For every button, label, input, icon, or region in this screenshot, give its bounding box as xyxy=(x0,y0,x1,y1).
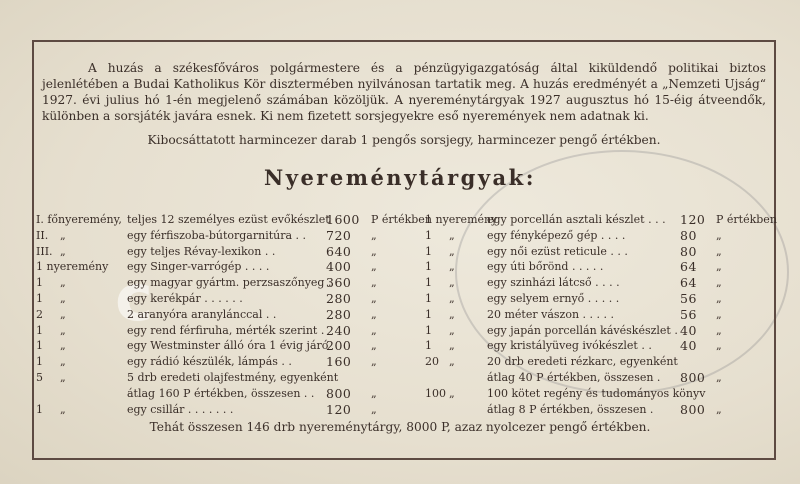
prize-description: egy csillár . . . . . . . xyxy=(127,402,234,416)
prize-quantity: 1 xyxy=(425,260,432,274)
prize-row xyxy=(425,291,770,307)
watermark: c xyxy=(115,262,155,336)
prize-row xyxy=(36,244,421,260)
prize-unit: „ xyxy=(371,339,377,353)
prize-unit: P értékben xyxy=(371,213,432,226)
prize-description: 2 aranyóra aranylánccal . . xyxy=(127,307,277,321)
prize-quantity: II. xyxy=(36,228,49,242)
prize-description: egy rend férfiruha, mérték szerint . xyxy=(127,323,325,337)
prize-quantity: 1 xyxy=(36,402,43,416)
ditto-mark: „ xyxy=(60,402,66,416)
prize-quantity: 20 xyxy=(425,355,439,369)
prize-unit: „ xyxy=(716,307,722,321)
total-summary: Tehát összesen 146 drb nyereménytárgy, 8000 P, azaz nyolcezer pengő értékben. xyxy=(149,420,651,434)
prize-quantity: 1 nyeremény xyxy=(36,260,109,274)
intro-paragraph: A huzás a székesfőváros polgármestere és a pénzügyigazgatóság által kiküldendő politikai biztos jelenlétében a Budai Katholikus Kör disztermében nyilvánosan tartatik meg. A huzás eredményét a „Nemzeti Ujság“ 1927. évi julius hó 1-én megjelenő számában közöljük. A nyereménytárgyak 1927 augusztus hó 15-éig átveendők, különben a sorsjáték javára esnek. Ki nem fizetett sorsjegyekre eső nyeremények nem adatnak ki. xyxy=(42,61,766,123)
prize-description: egy japán porcellán kávéskészlet . xyxy=(487,323,678,337)
prize-value: 56 xyxy=(680,306,697,322)
prize-unit: „ xyxy=(716,339,722,353)
prize-description-cont: átlag 8 P értékben, összesen . xyxy=(487,402,654,416)
prize-row xyxy=(425,228,770,244)
prize-quantity: 1 xyxy=(425,244,432,258)
prize-unit: „ xyxy=(371,323,377,337)
ditto-mark: „ xyxy=(449,291,455,305)
prize-value: 360 xyxy=(326,275,352,291)
prize-description: egy teljes Révay-lexikon . . xyxy=(127,244,276,258)
ditto-mark: „ xyxy=(449,244,455,258)
ditto-mark: „ xyxy=(60,370,66,384)
prize-value: 280 xyxy=(326,306,352,322)
prize-row xyxy=(36,402,421,418)
ditto-mark: „ xyxy=(60,323,66,337)
prize-row xyxy=(36,323,421,339)
prize-description: egy magyar gyártm. perzsaszőnyeg . xyxy=(127,276,332,290)
prize-description: 20 méter vászon . . . . . xyxy=(487,307,615,321)
prize-unit: „ xyxy=(371,228,377,242)
ditto-mark: „ xyxy=(60,228,66,242)
prize-unit: „ xyxy=(371,276,377,290)
prize-quantity: 5 xyxy=(36,370,43,384)
prize-row xyxy=(425,307,770,323)
prize-row xyxy=(36,212,432,228)
prize-row xyxy=(425,386,770,418)
prize-row xyxy=(425,354,770,386)
prizes-heading: Nyereménytárgyak: xyxy=(264,165,536,190)
ditto-mark: „ xyxy=(449,386,455,400)
prize-unit: „ xyxy=(716,228,722,242)
prize-value: 120 xyxy=(680,212,706,227)
ditto-mark: „ xyxy=(449,276,455,290)
prize-description: egy Singer-varrógép . . . . xyxy=(127,260,270,274)
prize-description: egy rádió készülék, lámpás . . xyxy=(127,355,292,369)
prize-value: 800 xyxy=(680,369,706,385)
prize-unit: „ xyxy=(716,260,722,274)
prize-value: 720 xyxy=(326,227,352,243)
prize-unit: „ xyxy=(716,402,722,416)
prize-value: 1600 xyxy=(326,212,360,227)
prize-value: 200 xyxy=(326,338,352,354)
prize-unit: „ xyxy=(716,370,722,384)
prize-quantity: III. xyxy=(36,244,53,258)
ditto-mark: „ xyxy=(449,339,455,353)
prize-unit: „ xyxy=(371,402,377,416)
prize-description: egy kerékpár . . . . . . xyxy=(127,291,243,305)
prize-value: 120 xyxy=(326,401,352,417)
prize-quantity: 1 xyxy=(425,276,432,290)
prize-description: 20 drb eredeti rézkarc, egyenként xyxy=(487,355,678,369)
ditto-mark: „ xyxy=(449,307,455,321)
prize-quantity: 1 xyxy=(36,355,43,369)
prize-description: egy férfiszoba-bútorgarnitúra . . xyxy=(127,228,307,242)
prize-description-cont: átlag 160 P értékben, összesen . . xyxy=(127,386,315,400)
prize-row xyxy=(425,323,770,339)
prize-quantity: I. főnyeremény, xyxy=(36,213,122,226)
prize-description: egy szinházi látcső . . . . xyxy=(487,276,620,290)
prize-list-left xyxy=(36,212,432,417)
ditto-mark: „ xyxy=(449,228,455,242)
ditto-mark: „ xyxy=(60,307,66,321)
prize-unit: „ xyxy=(371,307,377,321)
prize-quantity: 1 xyxy=(36,323,43,337)
ditto-mark: „ xyxy=(60,244,66,258)
prize-value: 240 xyxy=(326,322,352,338)
prize-quantity: 1 xyxy=(36,276,43,290)
prize-description: 100 kötet regény és tudományos könyv xyxy=(487,386,706,400)
prize-unit: „ xyxy=(716,323,722,337)
prize-value: 280 xyxy=(326,290,352,306)
prize-value: 64 xyxy=(680,275,697,291)
ditto-mark: „ xyxy=(449,260,455,274)
prize-list-right xyxy=(425,212,777,417)
prize-row xyxy=(36,307,421,323)
prize-quantity: 1 xyxy=(425,307,432,321)
ditto-mark: „ xyxy=(449,355,455,369)
prize-description: egy porcellán asztali készlet . . . xyxy=(487,213,666,226)
prize-unit: „ xyxy=(371,260,377,274)
ditto-mark: „ xyxy=(60,339,66,353)
prize-value: 160 xyxy=(326,354,352,370)
prize-row xyxy=(425,244,770,260)
prize-unit: P értékben xyxy=(716,213,777,226)
prize-unit: „ xyxy=(716,291,722,305)
prize-quantity: 2 xyxy=(36,307,43,321)
prize-unit: „ xyxy=(716,244,722,258)
prize-row xyxy=(425,212,777,228)
prize-row xyxy=(36,338,421,354)
prize-value: 40 xyxy=(680,322,697,338)
prize-value: 800 xyxy=(326,385,352,401)
prize-value: 800 xyxy=(680,401,706,417)
prize-unit: „ xyxy=(371,244,377,258)
prize-value: 80 xyxy=(680,227,697,243)
prize-row xyxy=(36,275,421,291)
prize-quantity: 100 xyxy=(425,386,446,400)
prize-row xyxy=(36,291,421,307)
prize-quantity: 1 xyxy=(36,339,43,353)
intro-closing: Kibocsáttatott harmincezer darab 1 pengős sorsjegy, harmincezer pengő értékben. xyxy=(147,133,661,147)
prize-row xyxy=(36,228,421,244)
prize-value: 80 xyxy=(680,243,697,259)
prize-description: teljes 12 személyes ezüst evőkészlet xyxy=(127,213,330,226)
ditto-mark: „ xyxy=(449,323,455,337)
prize-quantity: 1 xyxy=(36,291,43,305)
prize-row xyxy=(425,338,770,354)
prize-row xyxy=(425,259,770,275)
prize-description: egy női ezüst reticule . . . xyxy=(487,244,628,258)
prize-row xyxy=(36,370,421,402)
prize-quantity: 1 xyxy=(425,228,432,242)
prize-value: 640 xyxy=(326,243,352,259)
prize-quantity: 1 xyxy=(425,339,432,353)
prize-value: 56 xyxy=(680,290,697,306)
prize-quantity: 1 xyxy=(425,291,432,305)
prize-description: 5 drb eredeti olajfestmény, egyenként xyxy=(127,370,339,384)
prize-unit: „ xyxy=(371,355,377,369)
ditto-mark: „ xyxy=(60,355,66,369)
prize-row xyxy=(425,275,770,291)
prize-description-cont: átlag 40 P értékben, összesen . xyxy=(487,370,661,384)
ditto-mark: „ xyxy=(60,276,66,290)
prize-row xyxy=(36,259,421,275)
prize-quantity: 1 xyxy=(425,323,432,337)
prize-unit: „ xyxy=(716,276,722,290)
prize-value: 400 xyxy=(326,259,352,275)
prize-value: 40 xyxy=(680,338,697,354)
prize-unit: „ xyxy=(371,386,377,400)
prize-description: egy kristályüveg ivókészlet . . xyxy=(487,339,652,353)
prize-description: egy fényképező gép . . . . xyxy=(487,228,626,242)
prize-description: egy Westminster álló óra 1 évig járó xyxy=(127,339,329,353)
prize-value: 64 xyxy=(680,259,697,275)
prize-quantity: 1 nyeremény xyxy=(425,213,498,226)
prize-row xyxy=(36,354,421,370)
prize-description: egy úti bőrönd . . . . . xyxy=(487,260,604,274)
ditto-mark: „ xyxy=(60,291,66,305)
prize-description: egy selyem ernyő . . . . . xyxy=(487,291,620,305)
prize-unit: „ xyxy=(371,291,377,305)
